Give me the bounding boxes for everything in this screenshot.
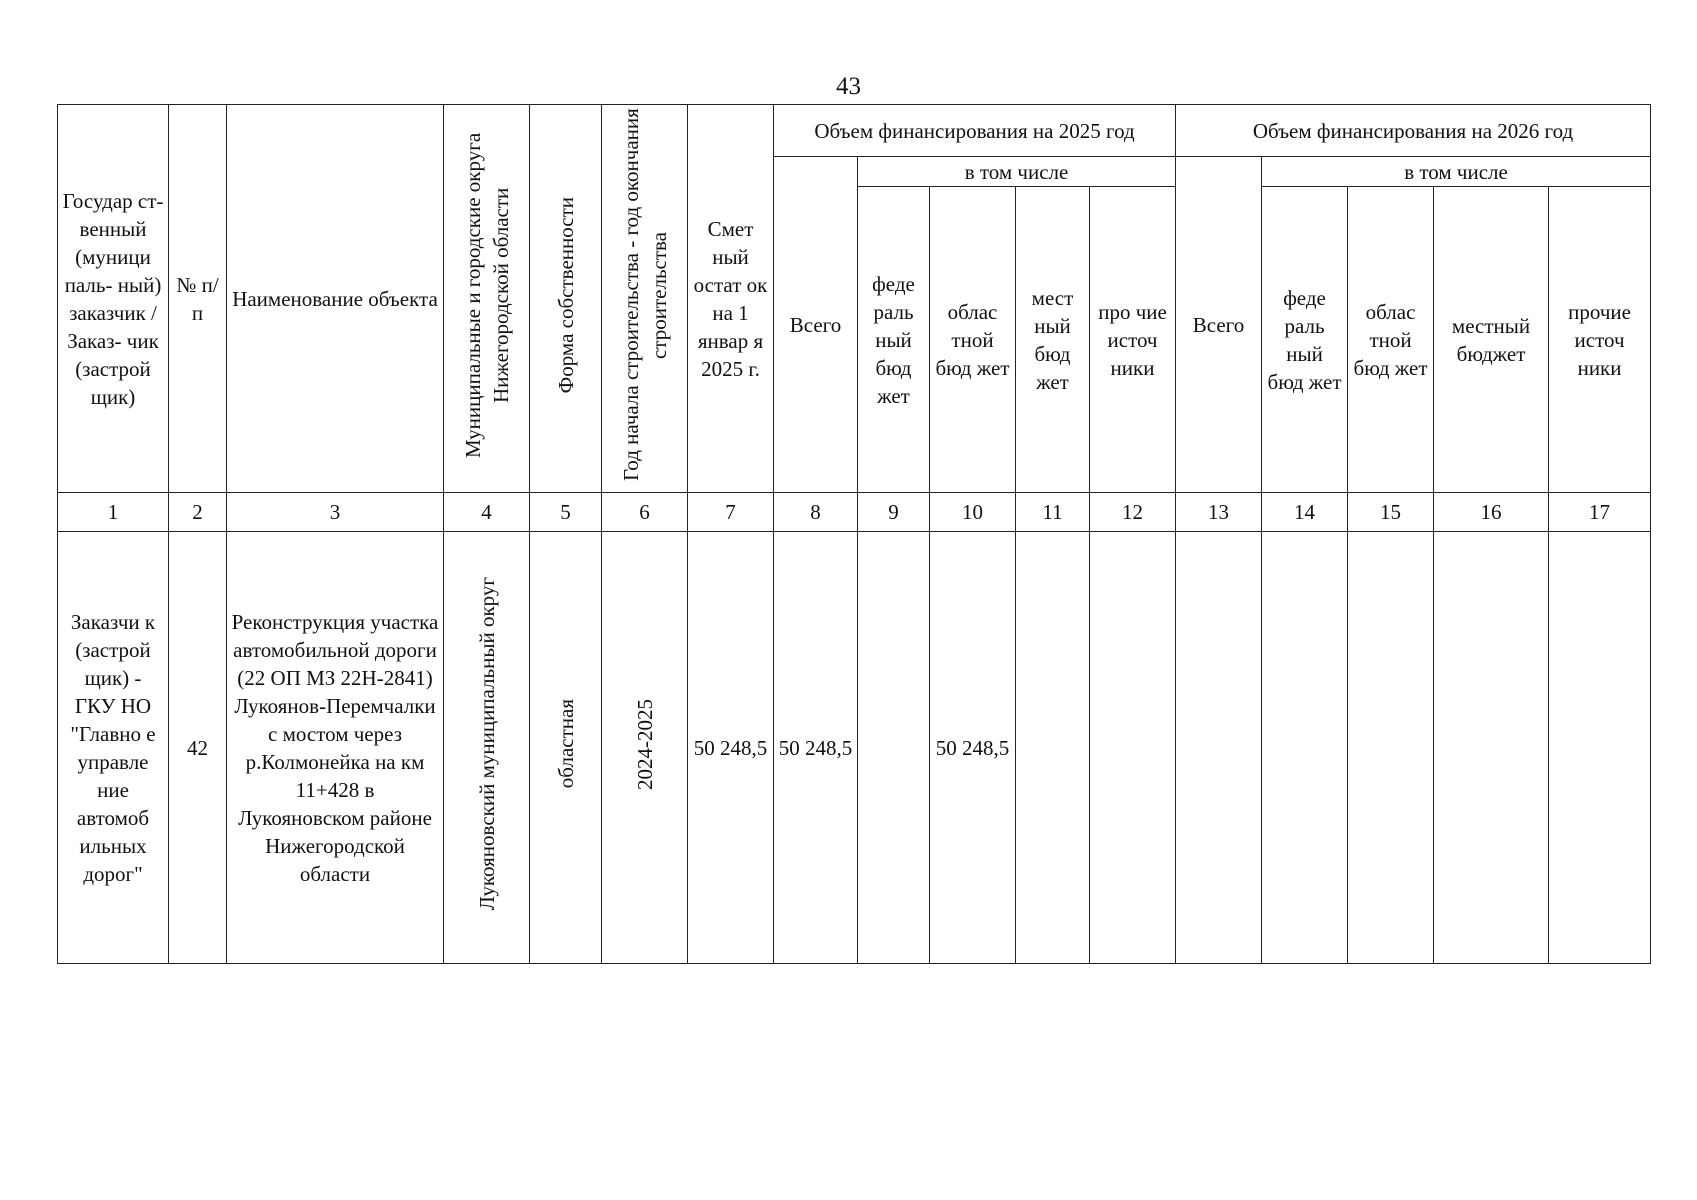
table-row [58,532,1651,964]
row-local-2026 [1434,532,1549,964]
column-number: 5 [530,493,602,532]
row-ownership: областная [553,699,578,789]
row-customer: Заказчи к (застрой щик) - ГКУ НО "Главно е управле ние автомоб ильных дорог" [58,532,169,964]
header-other-2026 [1549,187,1651,493]
row-estimate: 50 248,5 [688,532,774,964]
row-regional-2025: 50 248,5 [930,532,1016,964]
header-years-text: Год начала строительства - год окончания строительства [618,108,671,482]
column-number: 3 [227,493,444,532]
header-customer-text: Государ ст- венный (муници паль- ный) заказчик / Заказ- чик (застрой щик) [62,188,164,409]
header-num [169,105,227,493]
header-local-2026 [1434,187,1549,493]
row-federal-2026 [1262,532,1348,964]
header-regional-2025-text: облас тной бюд жет [935,299,1010,380]
row-municipality-cell [444,532,530,964]
header-object-name-text: Наименование объекта [232,286,438,311]
header-years [602,105,688,493]
row-years-cell [602,532,688,964]
row-object-name: Реконструкция участка автомобильной дороги (22 ОП МЗ 22Н-2841) Лукоянов-Перемчалки с мостом через р.Колмонейка на км 11+428 в Лукояновском районе Нижегородской области [227,532,444,964]
header-customer [58,105,169,493]
header-object-name [227,105,444,493]
header-federal-2025 [858,187,930,493]
column-number: 6 [602,493,688,532]
column-number: 4 [444,493,530,532]
header-including-2025-text: в том числе [964,159,1069,184]
header-ownership-text: Форма собственности [553,196,578,394]
column-number: 10 [930,493,1016,532]
header-federal-2025-text: феде раль ный бюд жет [872,271,915,408]
row-total-2026 [1176,532,1262,964]
header-estimate-text: Смет ный остат ок на 1 январ я 2025 г. [693,216,768,381]
header-regional-2026 [1348,187,1434,493]
column-number: 2 [169,493,227,532]
row-ownership-cell [530,532,602,964]
column-number: 15 [1348,493,1434,532]
header-including-2026-text: в том числе [1404,159,1508,184]
header-fin-2025-text: Объем финансирования на 2025 год [814,118,1135,143]
row-municipality: Лукояновский муниципальный округ [474,577,499,911]
header-num-text: № п/п [176,272,219,325]
header-municipality-text: Муниципальные и городские округа Нижегородской области [460,132,513,458]
row-other-2026 [1549,532,1651,964]
header-regional-2026-text: облас тной бюд жет [1353,299,1428,380]
financing-table [57,104,1651,964]
column-number: 16 [1434,493,1549,532]
header-fin-2026-text: Объем финансирования на 2026 год [1252,118,1574,143]
column-number: 1 [58,493,169,532]
header-regional-2025 [930,187,1016,493]
header-ownership [530,105,602,493]
header-municipality [444,105,530,493]
header-fin-2025 [774,105,1176,157]
header-estimate [688,105,774,493]
column-number-row [58,493,1651,532]
page-number: 43 [836,73,861,100]
column-number: 14 [1262,493,1348,532]
header-total-2026-text: Всего [1192,312,1245,337]
header-total-2026 [1176,157,1262,493]
header-federal-2026-text: феде раль ный бюд жет [1267,285,1342,394]
row-federal-2025 [858,532,930,964]
header-local-2025 [1016,187,1090,493]
header-including-2026 [1262,157,1651,187]
header-total-2025-text: Всего [789,312,842,337]
header-other-2025 [1090,187,1176,493]
row-num: 42 [169,532,227,964]
column-number: 13 [1176,493,1262,532]
row-total-2025: 50 248,5 [774,532,858,964]
header-total-2025 [774,157,858,493]
column-number: 12 [1090,493,1176,532]
row-regional-2026 [1348,532,1434,964]
row-years: 2024-2025 [632,698,657,790]
column-number: 17 [1549,493,1651,532]
header-other-2026-text: прочие источ ники [1568,299,1631,380]
row-local-2025 [1016,532,1090,964]
header-fin-2026 [1176,105,1651,157]
column-number: 9 [858,493,930,532]
header-local-2025-text: мест ный бюд жет [1031,285,1074,394]
header-other-2025-text: про чие источ ники [1098,299,1167,380]
header-federal-2026 [1262,187,1348,493]
column-number: 11 [1016,493,1090,532]
column-number: 7 [688,493,774,532]
column-number: 8 [774,493,858,532]
header-including-2025 [858,157,1176,187]
row-other-2025 [1090,532,1176,964]
header-local-2026-text: местный бюджет [1451,313,1531,366]
